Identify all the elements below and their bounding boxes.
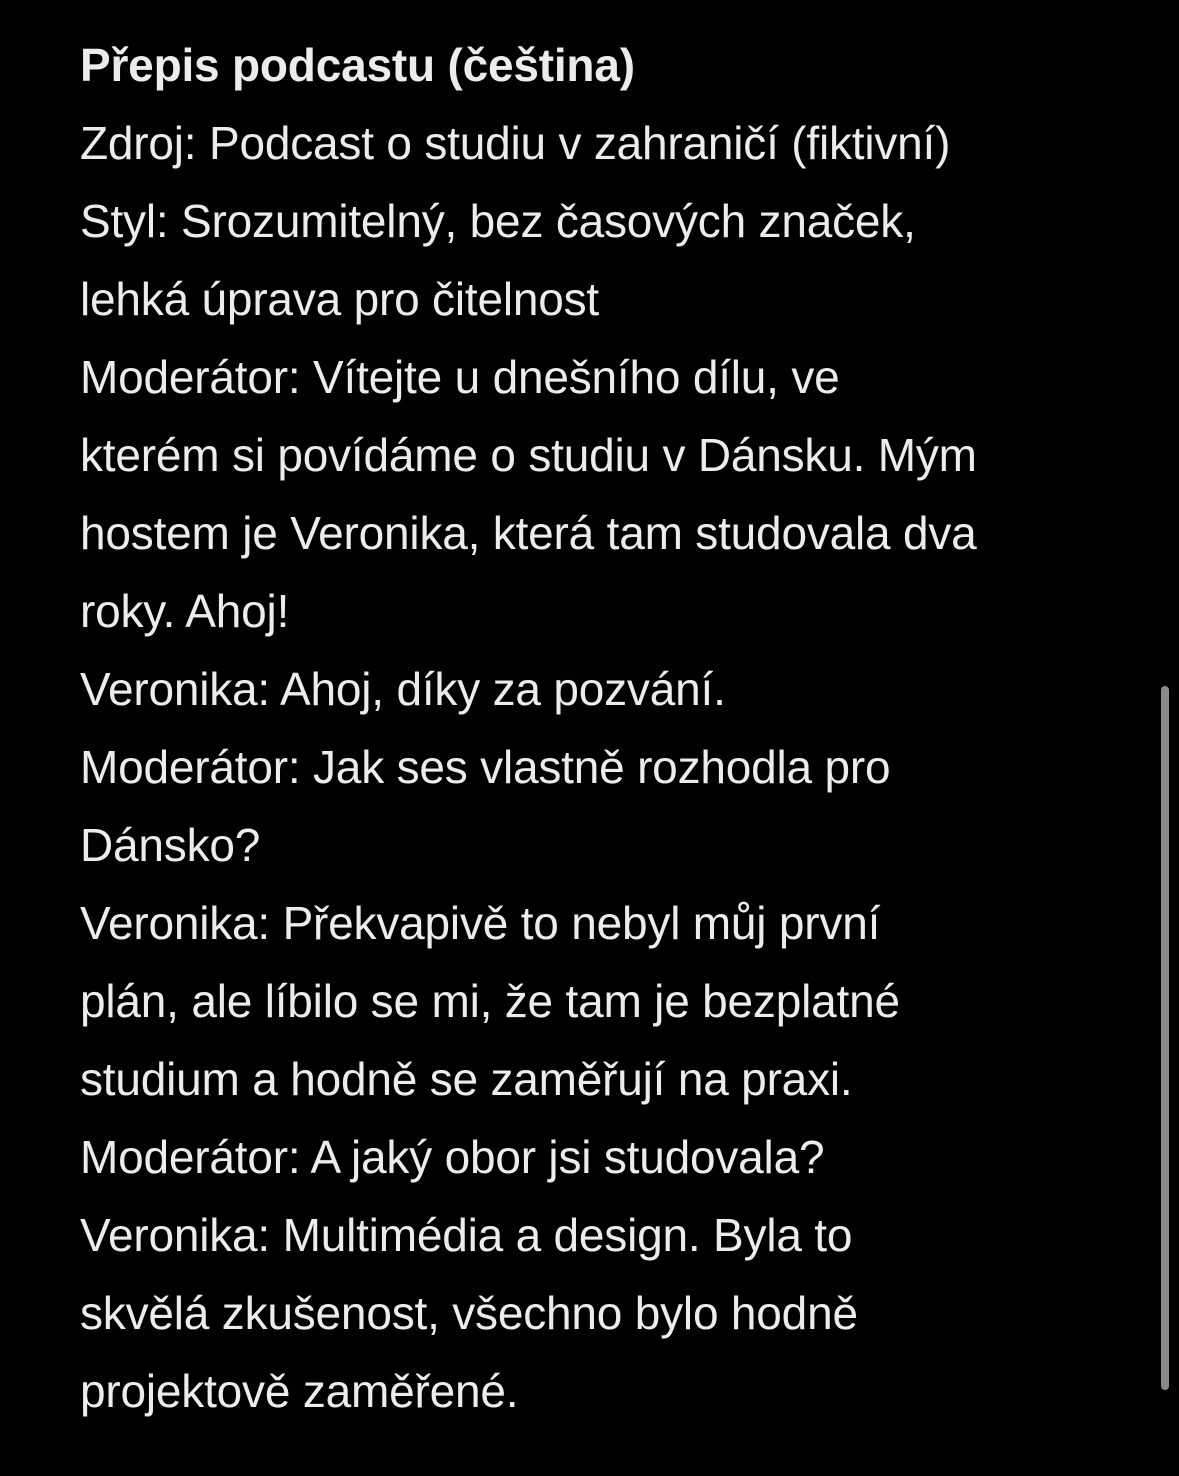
style-line-cont: lehká úprava pro čitelnost — [80, 273, 599, 325]
transcript-line: Veronika: Překvapivě to nebyl můj první — [80, 897, 881, 949]
transcript-line: projektově zaměřené. — [80, 1365, 519, 1417]
transcript-line: roky. Ahoj! — [80, 585, 290, 637]
vertical-scrollbar[interactable] — [1161, 686, 1169, 1390]
transcript-line: skvělá zkušenost, všechno bylo hodně — [80, 1287, 858, 1339]
transcript-line: plán, ale líbilo se mi, že tam je bezplatné — [80, 975, 900, 1027]
transcript-line: Moderátor: Vítejte u dnešního dílu, ve — [80, 351, 840, 403]
transcript-line: Moderátor: A jaký obor jsi studovala? — [80, 1131, 825, 1183]
transcript-line: Veronika: Ahoj, díky za pozvání. — [80, 663, 726, 715]
style-line: Styl: Srozumitelný, bez časových značek, — [80, 195, 916, 247]
transcript-line: kterém si povídáme o studiu v Dánsku. Mým — [80, 429, 977, 481]
transcript-line: Dánsko? — [80, 819, 261, 871]
transcript-line: studium a hodně se zaměřují na praxi. — [80, 1053, 853, 1105]
source-line: Zdroj: Podcast o studiu v zahraničí (fiktivní) — [80, 117, 951, 169]
transcript-line: Veronika: Multimédia a design. Byla to — [80, 1209, 853, 1261]
transcript-line: hostem je Veronika, která tam studovala dva — [80, 507, 977, 559]
transcript-line: Moderátor: Jak ses vlastně rozhodla pro — [80, 741, 891, 793]
document-title: Přepis podcastu (čeština) — [80, 39, 635, 91]
transcript-text — [80, 26, 1140, 1430]
